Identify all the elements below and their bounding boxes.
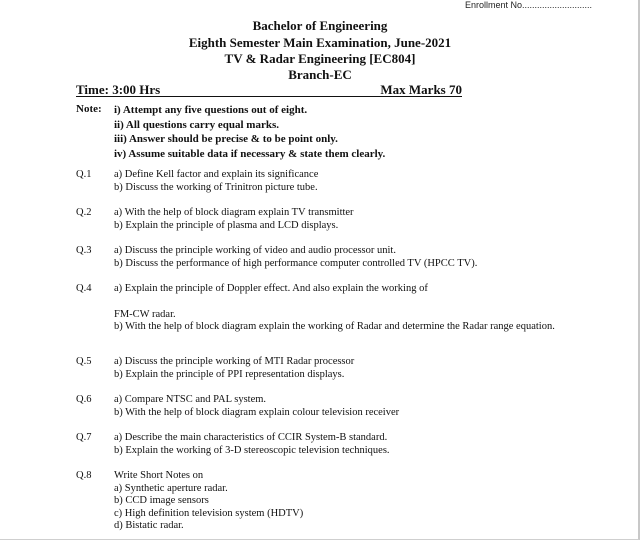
question-number: Q.2 [76, 207, 92, 218]
question-part: a) Explain the principle of Doppler effect. And also explain the working of [114, 283, 428, 294]
question-part: d) Bistatic radar. [114, 520, 184, 531]
question-number: Q.8 [76, 470, 92, 481]
question-part: b) With the help of block diagram explain colour television receiver [114, 406, 400, 418]
question-part: b) With the help of block diagram explain the working of Radar and determine the Radar range equation. [114, 321, 555, 332]
question-part: FM-CW radar. [114, 308, 176, 320]
question-part: b) Discuss the working of Trinitron picture tube. [114, 181, 318, 193]
question-number: Q.7 [76, 432, 92, 443]
question-part: b) Explain the working of 3-D stereoscopic television techniques. [114, 444, 390, 456]
question-number: Q.3 [76, 245, 92, 256]
question-part: b) Discuss the performance of high performance computer controlled TV (HPCC TV). [114, 257, 478, 269]
question-number: Q.4 [76, 283, 92, 294]
degree-title: Bachelor of Engineering [252, 18, 388, 33]
spacer [114, 296, 564, 309]
note-label: Note: [76, 103, 102, 115]
exam-title: Eighth Semester Main Examination, June-2021 [188, 35, 452, 50]
instructions-list [114, 103, 385, 161]
question-part: a) Describe the main characteristics of CCIR System-B standard. [114, 432, 388, 443]
question-part: a) Discuss the principle working of video and audio processor unit. [114, 245, 396, 256]
question-number: Q.5 [76, 356, 92, 367]
question-part: b) Explain the principle of PPI representation displays. [114, 368, 345, 380]
branch-title: Branch-EC [288, 67, 352, 82]
question-part: b) Explain the principle of plasma and LCD displays. [114, 219, 339, 231]
question-part: c) High definition television system (HDTV) [114, 507, 304, 519]
enrollment-number: Enrollment No............................ [464, 0, 592, 10]
question-part: a) Synthetic aperture radar. [114, 482, 228, 494]
question-part: a) Compare NTSC and PAL system. [114, 394, 267, 405]
subject-title: TV & Radar Engineering [EC804] [224, 51, 416, 66]
question-part: Write Short Notes on [114, 470, 204, 481]
question-number: Q.1 [76, 169, 92, 180]
time-allowed: Time: 3:00 Hrs [76, 82, 161, 97]
instruction-item: i) Attempt any five questions out of eight. [114, 104, 308, 116]
question-part: a) Discuss the principle working of MTI Radar processor [114, 356, 355, 367]
exam-meta-row [76, 82, 462, 97]
max-marks: Max Marks 70 [380, 82, 462, 97]
instruction-item: ii) All questions carry equal marks. [114, 118, 280, 131]
question-part: a) With the help of block diagram explain TV transmitter [114, 207, 354, 218]
instruction-item: iii) Answer should be precise & to be point only. [114, 133, 338, 145]
instruction-item: iv) Assume suitable data if necessary & state them clearly. [114, 147, 386, 160]
question-number: Q.6 [76, 394, 92, 405]
question-part: b) CCD image sensors [114, 495, 209, 506]
question-part: a) Define Kell factor and explain its significance [114, 169, 319, 180]
